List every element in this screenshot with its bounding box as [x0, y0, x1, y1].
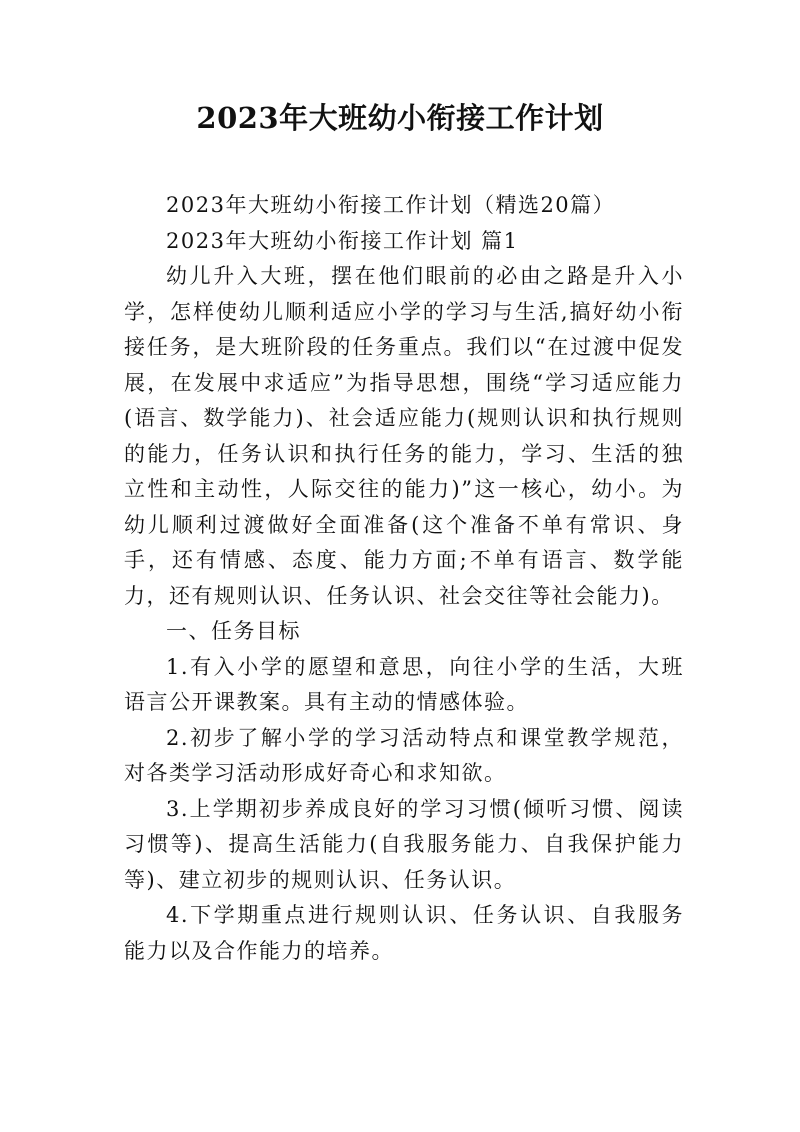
document-title: 2023年大班幼小衔接工作计划	[196, 101, 604, 135]
paragraph-subtitle: 2023年大班幼小衔接工作计划（精选20篇）	[166, 193, 616, 217]
paragraph-goal-2: 2.初步了解小学的学习活动特点和课堂教学规范，对各类学习活动形成好奇心和求知欲。	[124, 725, 684, 785]
paragraph-intro: 幼儿升入大班，摆在他们眼前的必由之路是升入小学，怎样使幼儿顺利适应小学的学习与生活,搞好幼小衔接任务，是大班阶段的任务重点。我们以“在过渡中促发展，在发展中求适应”为指导思想，围绕“学习适应能力(语言、数学能力)、社会适应能力(规则认识和执行规则的能力，任务认识和执行任务的能力，学习、生活的独立性和主动性，人际交往的能力)”这一核心，幼小。为幼儿顺利过渡做好全面准备(这个准备不单有常识、身手，还有情感、态度、能力方面;不单有语言、数学能力，还有规则认识、任务认识、社会交往等社会能力)。	[124, 264, 684, 608]
paragraph-goal-4: 4.下学期重点进行规则认识、任务认识、自我服务能力以及合作能力的培养。	[124, 903, 684, 963]
paragraph-section-heading: 2023年大班幼小衔接工作计划 篇1	[166, 228, 519, 253]
paragraph-goals-heading: 一、任务目标	[166, 619, 301, 643]
paragraph-goal-1: 1.有入小学的愿望和意思，向往小学的生活，大班语言公开课教案。具有主动的情感体验。	[124, 654, 684, 714]
paragraph-goal-3: 3.上学期初步养成良好的学习习惯(倾听习惯、阅读习惯等)、提高生活能力(自我服务能力、自我保护能力等)、建立初步的规则认识、任务认识。	[124, 796, 684, 892]
document-body	[124, 188, 684, 969]
